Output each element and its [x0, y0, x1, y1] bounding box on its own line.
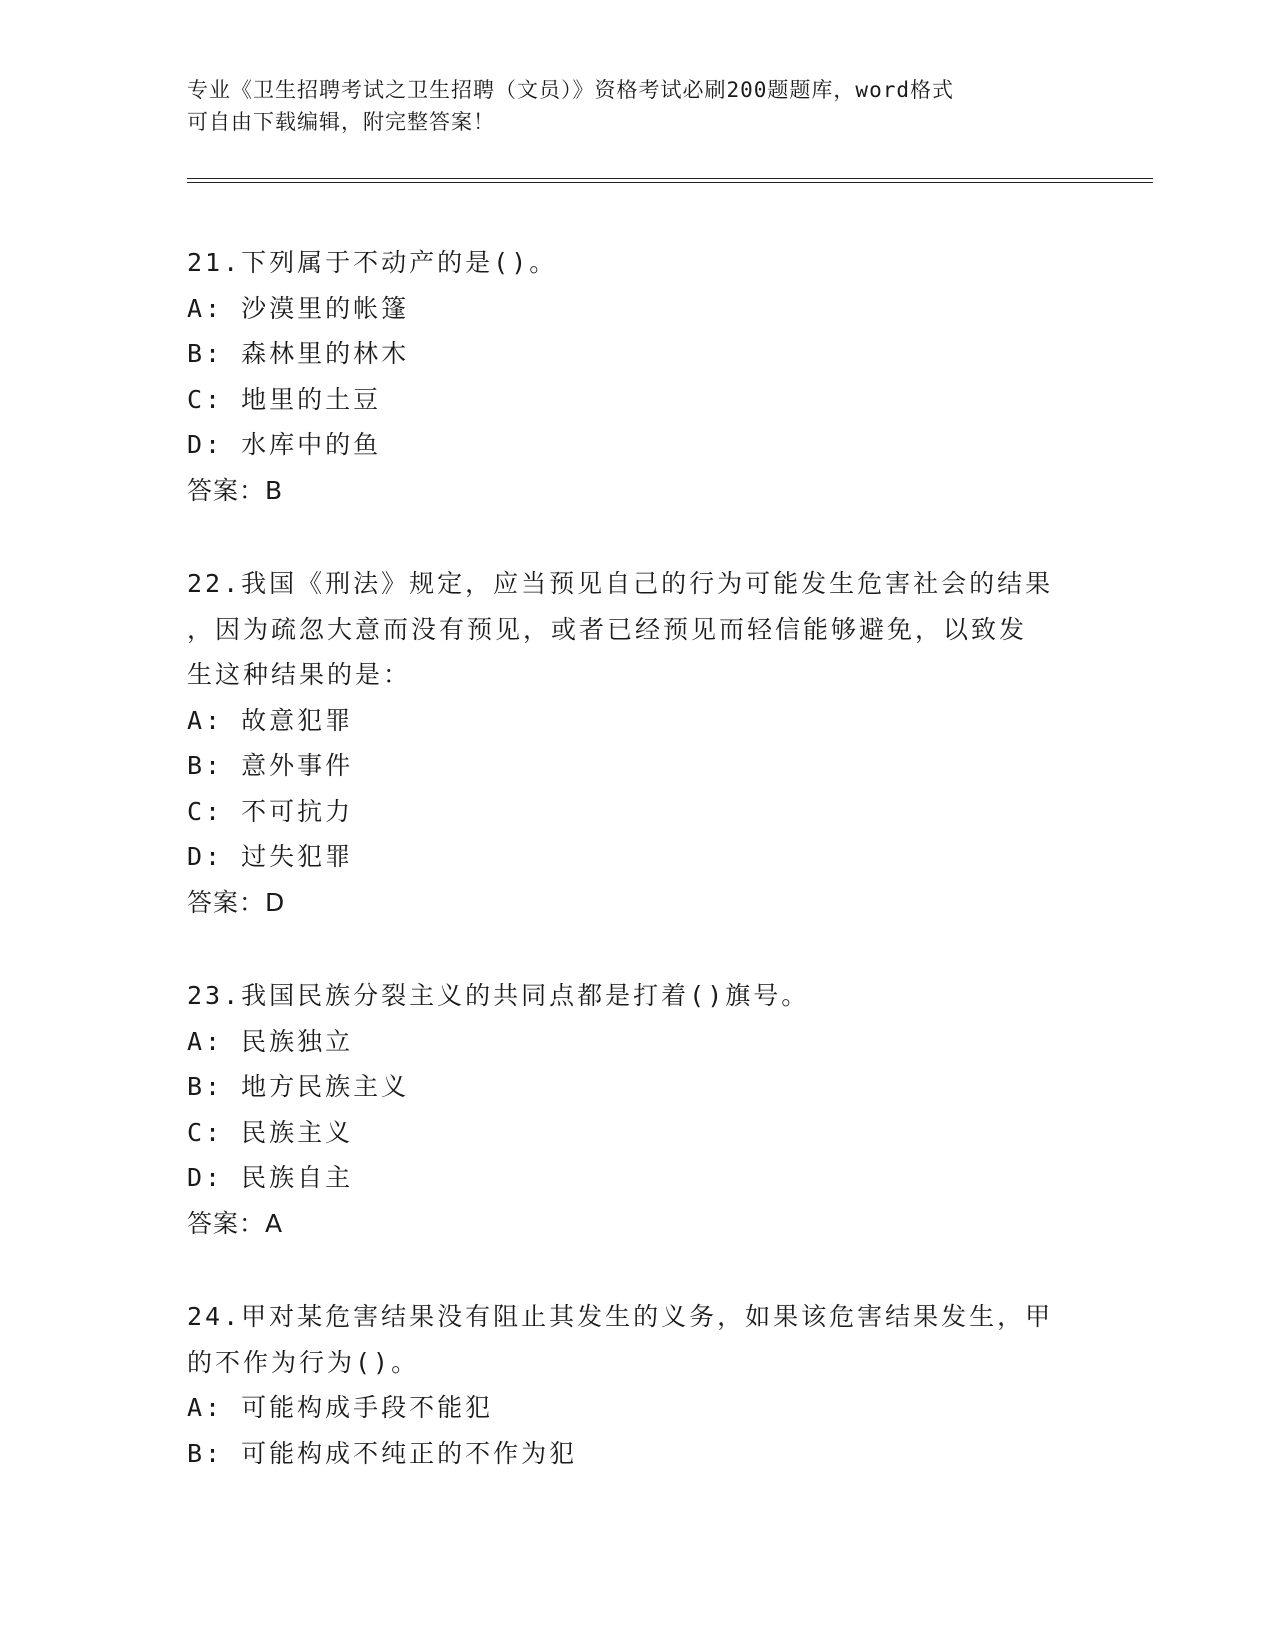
option-a: A: 沙漠里的帐篷 — [187, 293, 410, 323]
option-c: C: 民族主义 — [187, 1117, 354, 1147]
option-c: C: 地里的土豆 — [187, 384, 382, 414]
question-23 — [187, 973, 1107, 1246]
answer-label: 答案：D — [187, 887, 286, 917]
question-text: 23.我国民族分裂主义的共同点都是打着()旗号。 — [187, 981, 810, 1010]
question-text: 生这种结果的是： — [187, 660, 412, 689]
question-text: 21.下列属于不动产的是()。 — [187, 248, 558, 277]
answer-label: 答案：A — [187, 1208, 284, 1238]
document-header — [187, 74, 1087, 138]
option-b: B: 地方民族主义 — [187, 1072, 410, 1101]
question-text: 24.甲对某危害结果没有阻止其发生的义务，如果该危害结果发生，甲 — [187, 1302, 1054, 1331]
option-d: D: 水库中的鱼 — [187, 430, 382, 459]
question-21 — [187, 240, 1107, 513]
answer-label: 答案：B — [187, 475, 284, 505]
option-b: B: 森林里的林木 — [187, 339, 410, 368]
question-text: ，因为疏忽大意而没有预见，或者已经预见而轻信能够避免，以致发 — [187, 614, 1028, 644]
option-d: D: 过失犯罪 — [187, 842, 354, 871]
option-a: A: 民族独立 — [187, 1026, 354, 1056]
question-24 — [187, 1294, 1107, 1476]
option-c: C: 不可抗力 — [187, 796, 354, 826]
question-list — [187, 240, 1107, 1524]
option-d: D: 民族自主 — [187, 1163, 354, 1192]
option-a: A: 可能构成手段不能犯 — [187, 1393, 494, 1422]
header-divider-top — [187, 178, 1153, 179]
question-text: 22.我国《刑法》规定，应当预见自己的行为可能发生危害社会的结果 — [187, 569, 1054, 598]
header-divider-bottom — [187, 182, 1153, 183]
question-text: 的不作为行为()。 — [187, 1347, 420, 1377]
header-line-1: 专业《卫生招聘考试之卫生招聘（文员）》资格考试必刷200题题库，word格式 — [187, 78, 954, 102]
question-22 — [187, 561, 1107, 925]
option-b: B: 意外事件 — [187, 751, 354, 780]
option-b: B: 可能构成不纯正的不作为犯 — [187, 1438, 578, 1468]
header-line-2: 可自由下载编辑，附完整答案！ — [187, 110, 495, 134]
option-a: A: 故意犯罪 — [187, 705, 354, 735]
